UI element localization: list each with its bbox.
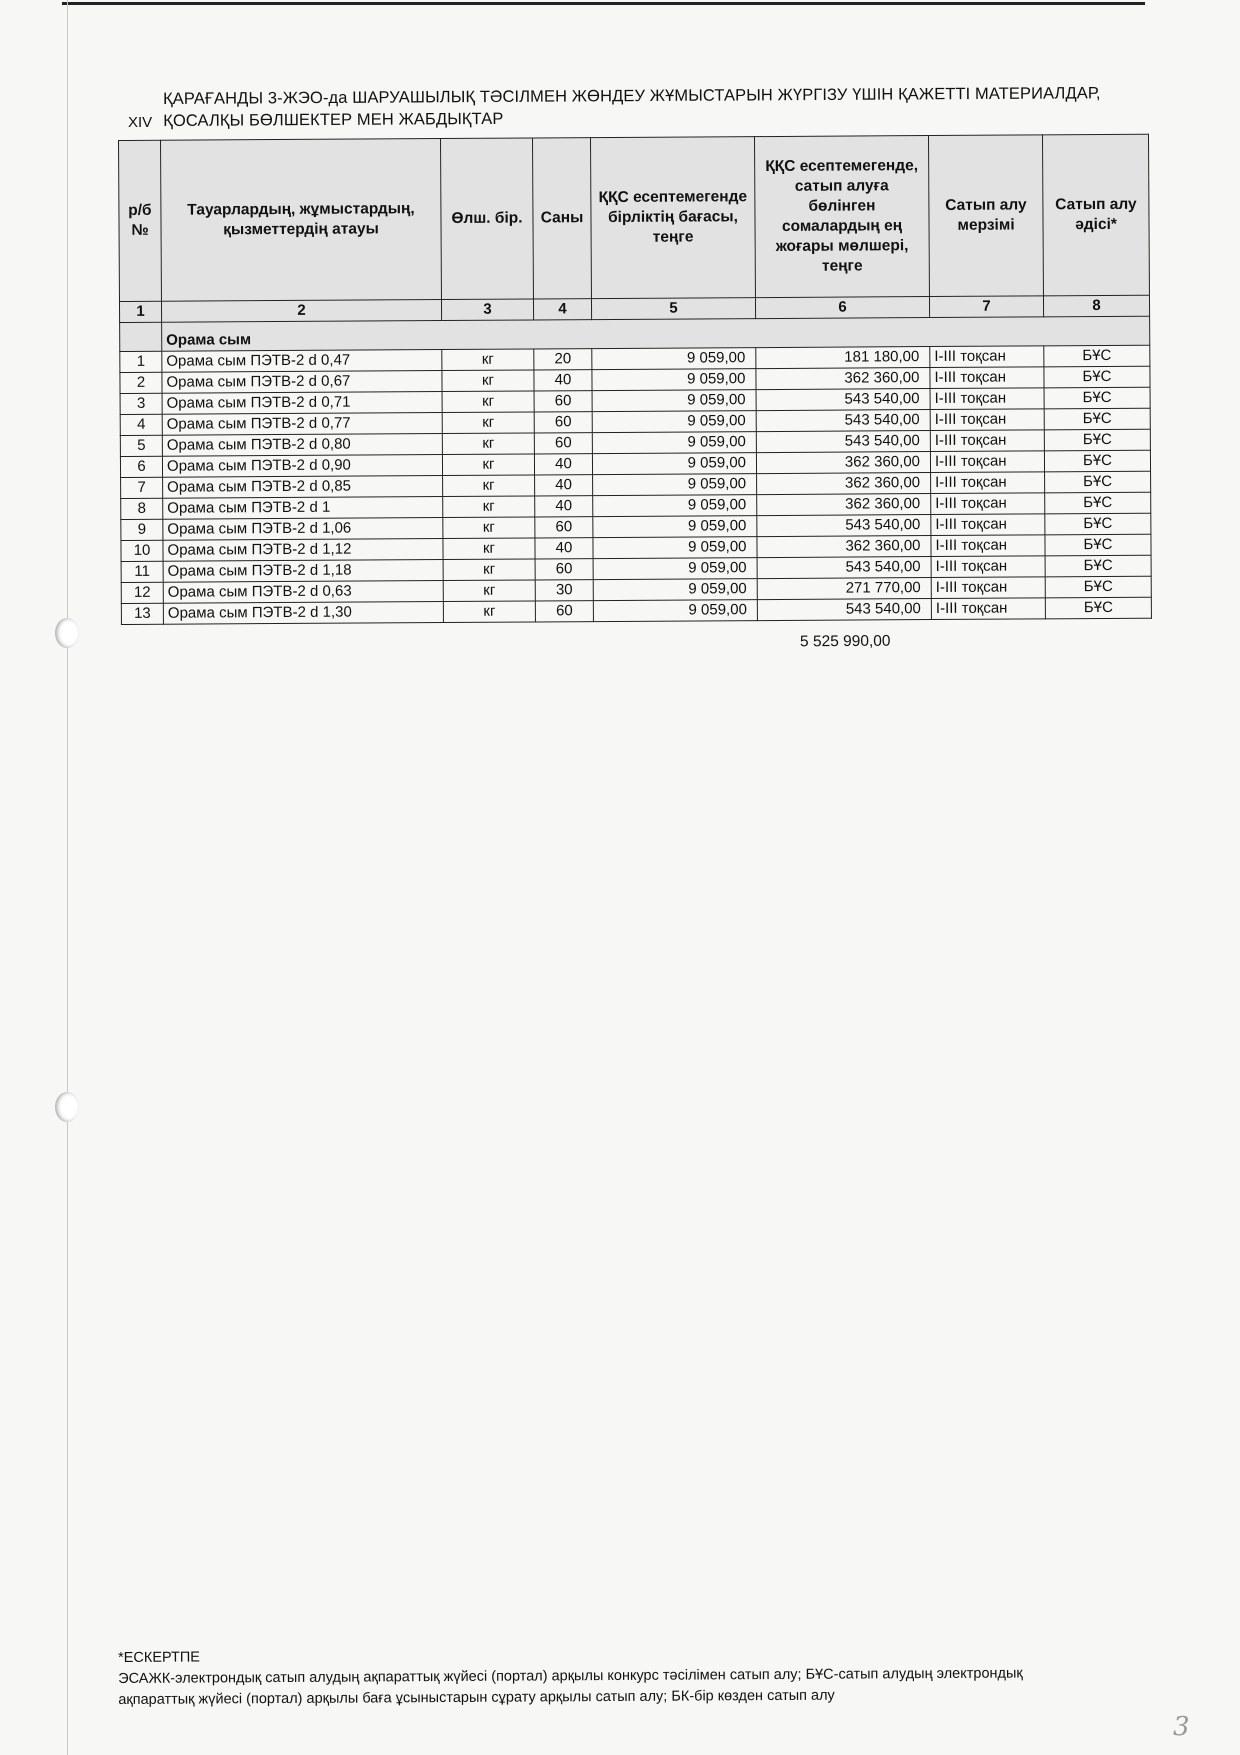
row-number: 11	[121, 561, 163, 582]
footnote-line-1: ЭСАЖК-электрондық сатып алудың ақпараттық жүйесі (портал) арқылы конкурс тәсілімен сатып алу; БҰС-сатып алудың электрондық	[118, 1665, 1023, 1687]
item-unit: кг	[443, 538, 535, 560]
item-unit-price: 9 059,00	[593, 495, 757, 517]
item-unit: кг	[443, 559, 535, 581]
item-max-sum: 543 540,00	[757, 599, 931, 621]
item-unit-price: 9 059,00	[593, 537, 757, 559]
item-method: БҰС	[1045, 471, 1151, 493]
item-method: БҰС	[1044, 387, 1150, 409]
item-unit-price: 9 059,00	[592, 453, 756, 475]
item-method: БҰС	[1045, 492, 1151, 514]
margin-line	[67, 0, 68, 1755]
item-method: БҰС	[1045, 513, 1151, 535]
item-name: Орама сым ПЭТВ-2 d 1,12	[163, 539, 443, 562]
row-number: 12	[121, 582, 163, 603]
item-unit-price: 9 059,00	[593, 579, 757, 601]
item-max-sum: 543 540,00	[757, 557, 931, 579]
item-quantity: 60	[534, 412, 592, 433]
item-quantity: 40	[535, 538, 593, 559]
item-unit-price: 9 059,00	[593, 474, 757, 496]
item-quantity: 60	[534, 433, 592, 454]
item-unit: кг	[442, 433, 534, 455]
item-period: I-III тоқсан	[931, 472, 1045, 494]
item-quantity: 60	[534, 391, 592, 412]
item-unit-price: 9 059,00	[593, 516, 757, 538]
row-number: 4	[120, 414, 162, 435]
header-name: Тауарлардың, жұмыстардың, қызметтердің атауы	[161, 139, 442, 302]
header-max-sum: ҚҚС есептемегенде, сатып алуға бөлінген сомалардың ең жоғары мөлшері, теңге	[754, 136, 929, 298]
item-unit-price: 9 059,00	[592, 390, 756, 412]
item-quantity: 40	[534, 454, 592, 475]
item-period: I-III тоқсан	[931, 556, 1045, 578]
item-name: Орама сым ПЭТВ-2 d 1,06	[163, 518, 443, 541]
item-unit: кг	[443, 475, 535, 497]
item-name: Орама сым ПЭТВ-2 d 0,80	[162, 434, 442, 457]
column-number: 8	[1043, 295, 1149, 317]
top-border-line	[62, 2, 1145, 5]
header-unit-price: ҚҚС есептемегенде бірліктің бағасы, теңге	[590, 137, 755, 299]
column-number: 7	[929, 296, 1043, 318]
item-max-sum: 362 360,00	[756, 452, 930, 474]
document-title	[163, 82, 1163, 132]
item-period: I-III тоқсан	[930, 409, 1044, 431]
column-number: 6	[755, 297, 929, 319]
item-name: Орама сым ПЭТВ-2 d 0,85	[163, 476, 443, 499]
item-max-sum: 543 540,00	[757, 515, 931, 537]
item-name: Орама сым ПЭТВ-2 d 1,30	[163, 602, 443, 625]
column-number: 1	[119, 301, 161, 322]
item-method: БҰС	[1044, 366, 1150, 388]
punch-hole-bottom	[55, 1092, 79, 1122]
row-number: 1	[120, 351, 162, 372]
title-line-1: ҚАРАҒАНДЫ 3-ЖЭО-да ШАРУАШЫЛЫҚ ТӘСІЛМЕН ЖӨНДЕУ ЖҰМЫСТАРЫН ЖҮРГІЗУ ҮШІН ҚАЖЕТТІ МАТЕРИАЛДАР,	[163, 84, 1101, 108]
item-period: I-III тоқсан	[931, 598, 1045, 620]
item-quantity: 60	[535, 601, 593, 622]
row-number: 8	[121, 498, 163, 519]
item-unit: кг	[442, 412, 534, 434]
item-unit: кг	[443, 496, 535, 518]
item-period: I-III тоқсан	[931, 514, 1045, 536]
item-quantity: 60	[535, 517, 593, 538]
item-max-sum: 543 540,00	[756, 410, 930, 432]
item-quantity: 40	[535, 496, 593, 517]
header-period: Сатып алу мерзімі	[928, 135, 1043, 297]
item-period: I-III тоқсан	[930, 451, 1044, 473]
header-method: Сатып алу әдісі*	[1042, 134, 1149, 296]
section-number: XIV	[128, 114, 153, 131]
item-unit: кг	[442, 349, 534, 371]
item-max-sum: 362 360,00	[757, 473, 931, 495]
item-name: Орама сым ПЭТВ-2 d 0,63	[163, 581, 443, 604]
header-row	[119, 134, 1150, 301]
column-number: 2	[161, 300, 441, 323]
item-period: I-III тоқсан	[930, 367, 1044, 389]
item-name: Орама сым ПЭТВ-2 d 0,77	[162, 413, 442, 436]
item-max-sum: 362 360,00	[757, 536, 931, 558]
item-period: I-III тоқсан	[930, 388, 1044, 410]
item-method: БҰС	[1044, 345, 1150, 367]
item-quantity: 60	[535, 559, 593, 580]
item-method: БҰС	[1045, 534, 1151, 556]
item-max-sum: 543 540,00	[756, 389, 930, 411]
item-unit: кг	[443, 517, 535, 539]
item-max-sum: 181 180,00	[756, 347, 930, 369]
item-unit-price: 9 059,00	[592, 432, 756, 454]
row-number: 10	[121, 540, 163, 561]
item-name: Орама сым ПЭТВ-2 d 1	[163, 497, 443, 520]
page-number: 3	[1173, 1712, 1190, 1742]
materials-table-wrapper	[118, 134, 1152, 625]
item-method: БҰС	[1045, 576, 1151, 598]
item-unit: кг	[442, 391, 534, 413]
row-number: 7	[121, 477, 163, 498]
item-method: БҰС	[1044, 429, 1150, 451]
item-period: I-III тоқсан	[930, 430, 1044, 452]
title-line-2: ҚОСАЛҚЫ БӨЛШЕКТЕР МЕН ЖАБДЫҚТАР	[163, 109, 504, 130]
row-number: 5	[120, 435, 162, 456]
item-period: I-III тоқсан	[930, 346, 1044, 368]
item-unit-price: 9 059,00	[592, 348, 756, 370]
header-quantity: Саны	[532, 138, 591, 299]
item-method: БҰС	[1045, 597, 1151, 619]
punch-hole-top	[55, 618, 79, 648]
item-quantity: 20	[534, 349, 592, 370]
item-period: I-III тоқсан	[931, 577, 1045, 599]
row-number: 3	[120, 393, 162, 414]
column-number: 4	[533, 299, 591, 320]
item-method: БҰС	[1044, 450, 1150, 472]
item-name: Орама сым ПЭТВ-2 d 0,67	[162, 371, 442, 394]
footnote-line-2: ақпараттық жүйесі (портал) арқылы баға ұсыныстарын сұрату арқылы сатып алу; БК-бір көзден сатып алу	[118, 1687, 835, 1708]
item-method: БҰС	[1044, 408, 1150, 430]
item-unit-price: 9 059,00	[592, 369, 756, 391]
item-unit-price: 9 059,00	[593, 600, 757, 622]
header-number: р/б №	[119, 140, 162, 301]
item-period: I-III тоқсан	[931, 493, 1045, 515]
item-name: Орама сым ПЭТВ-2 d 1,18	[163, 560, 443, 583]
item-name: Орама сым ПЭТВ-2 d 0,71	[162, 392, 442, 415]
header-unit: Өлш. бір.	[440, 138, 533, 300]
group-spacer	[120, 322, 162, 351]
item-quantity: 40	[535, 475, 593, 496]
row-number: 2	[120, 372, 162, 393]
item-max-sum: 271 770,00	[757, 578, 931, 600]
column-number: 5	[591, 298, 755, 320]
item-unit-price: 9 059,00	[592, 411, 756, 433]
item-unit-price: 9 059,00	[593, 558, 757, 580]
footnote	[118, 1642, 1178, 1711]
item-quantity: 40	[534, 370, 592, 391]
column-number: 3	[441, 299, 533, 321]
item-max-sum: 543 540,00	[756, 431, 930, 453]
item-method: БҰС	[1045, 555, 1151, 577]
item-period: I-III тоқсан	[931, 535, 1045, 557]
footnote-title: *ЕСКЕРТПЕ	[118, 1649, 200, 1666]
item-max-sum: 362 360,00	[757, 494, 931, 516]
item-unit: кг	[442, 370, 534, 392]
item-quantity: 30	[535, 580, 593, 601]
row-number: 13	[121, 603, 163, 624]
item-unit: кг	[443, 580, 535, 602]
item-name: Орама сым ПЭТВ-2 d 0,47	[162, 350, 442, 373]
row-number: 6	[120, 456, 162, 477]
item-unit: кг	[442, 454, 534, 476]
materials-table	[118, 134, 1152, 625]
group-title: Орама сым	[162, 316, 1150, 351]
item-max-sum: 362 360,00	[756, 368, 930, 390]
item-unit: кг	[443, 601, 535, 623]
table-total: 5 525 990,00	[799, 632, 891, 651]
item-name: Орама сым ПЭТВ-2 d 0,90	[162, 455, 442, 478]
row-number: 9	[121, 519, 163, 540]
